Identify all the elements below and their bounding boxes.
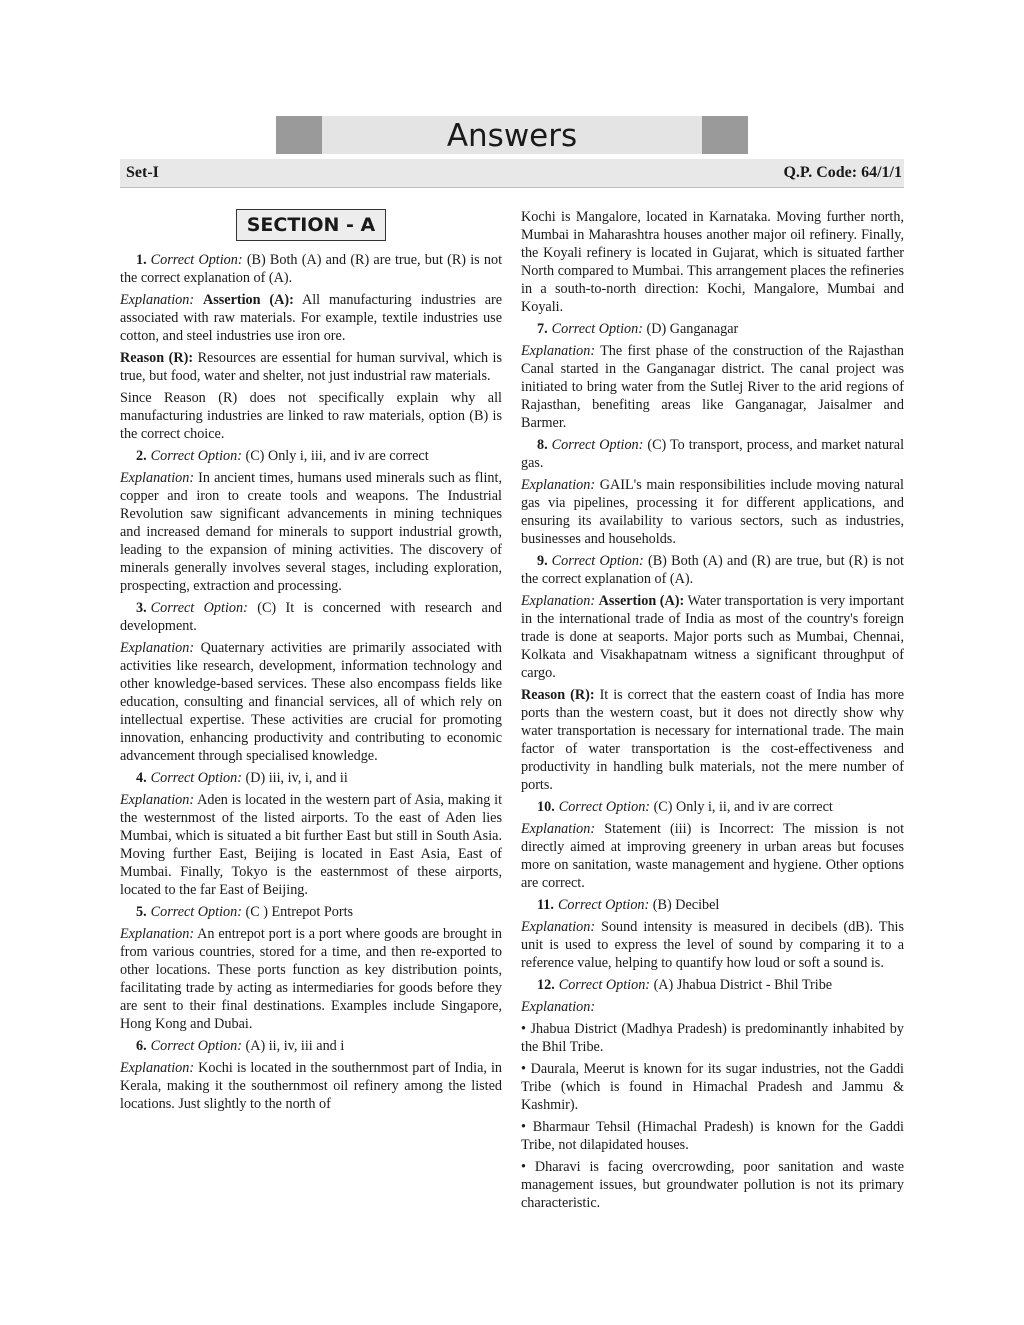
answer-7-explanation: Explanation: The first phase of the construction of the Rajasthan Canal started in the Ganganagar district. The canal project was initiated to bring water from the Sutlej River to the arid regions of Rajasthan, benefiting areas like Ganganagar, Jaisalmer and Barmer. [521, 343, 904, 431]
answer-12-bullet: • Bharmaur Tehsil (Himachal Pradesh) is known for the Gaddi Tribe, not dilapidated houses. [521, 1119, 904, 1153]
answer-9-reason: Reason (R): It is correct that the eastern coast of India has more ports than the western coast, but it does not directly show why water transportation is necessary for international trade. The main factor of water transportation is the cost-effectiveness and productivity in handling bulk materials, not the mere number of ports. [521, 687, 905, 793]
answer-4-option: 4. Correct Option: (D) iii, iv, i, and ii [136, 770, 348, 786]
set-bar [120, 159, 904, 188]
answer-6-option: 6. Correct Option: (A) ii, iv, iii and i [136, 1038, 345, 1054]
answer-6-explanation-part-1: Explanation: Kochi is located in the southernmost part of India, in Kerala, making it the southernmost oil refinery among the listed locations. Just slightly to the north of [120, 1060, 503, 1112]
answer-4-explanation: Explanation: Aden is located in the western part of Asia, making it the westernmost of the listed airports. To the east of Aden lies Mumbai, which is situated a bit further East but still in South Asia. Moving further East, Beijing is located in East Asia, East of Mumbai. Finally, Tokyo is the easternmost of these airports, located to the far East of Beijing. [120, 792, 503, 898]
answer-1-assertion: Explanation: Assertion (A): All manufacturing industries are associated with raw materials. For example, textile industries use cotton, and steel industries use iron ore. [120, 292, 503, 344]
answer-5-explanation: Explanation: An entrepot port is a port where goods are brought in from various countries, stored for a time, and then re-exported to other locations. These ports function as key distribution points, facilitating trade by acting as intermediaries for goods before they are sent to their final destinations. Examples include Singapore, Hong Kong and Dubai. [120, 926, 502, 1032]
answer-2-explanation: Explanation: In ancient times, humans used minerals such as flint, copper and iron to create tools and weapons. The Industrial Revolution saw significant advancements in mining techniques and increased demand for minerals to support industrial growth, leading to the expansion of mining activities. The discovery of minerals generally involves several stages, including exploration, prospecting, extraction and processing. [120, 470, 502, 594]
page-title: Answers [446, 118, 578, 154]
banner-right-block [702, 116, 748, 154]
answer-11-option: 11. Correct Option: (B) Decibel [537, 897, 720, 913]
answer-6-explanation-text: Kochi is located in the southernmost part of India, in Kerala, making it the southernmost oil refinery among the listed locations. Just slightly to the north of [120, 1060, 503, 1112]
answer-9-assertion: Explanation: Assertion (A): Water transportation is very important in the international trade of India as most of the country's foreign trade is done at seaports. Major ports such as Mumbai, Chennai, Kolkata and Visakhapatnam witness a significant throughput of cargo. [521, 593, 905, 681]
section-title: SECTION - A [236, 209, 386, 241]
banner-left-block [276, 116, 322, 154]
right-column [521, 208, 904, 1216]
answer-1-conclusion: Since Reason (R) does not specifically explain why all manufacturing industries are linked to raw materials, option (B) is the correct choice. [120, 390, 502, 442]
answer-9-option: 9. Correct Option: (B) Both (A) and (R) are true, but (R) is not the correct explanation of (A). [521, 553, 904, 587]
answer-2-option: 2. Correct Option: (C) Only i, iii, and iv are correct [136, 448, 429, 464]
answer-1-reason: Reason (R): Resources are essential for human survival, which is true, but food, water and shelter, not just industrial raw materials. [120, 350, 503, 384]
answer-12-option: 12. Correct Option: (A) Jhabua District - Bhil Tribe [537, 977, 833, 993]
answer-12-bullet: • Dharavi is facing overcrowding, poor sanitation and waste management issues, but groundwater pollution is not its primary characteristic. [521, 1159, 904, 1211]
answer-10-option: 10. Correct Option: (C) Only i, ii, and iv are correct [537, 799, 833, 815]
left-column [120, 207, 502, 1117]
answer-7-option: 7. Correct Option: (D) Ganganagar [537, 321, 739, 337]
qp-code: Q.P. Code: 64/1/1 [783, 164, 902, 181]
answer-5-option: 5. Correct Option: (C ) Entrepot Ports [136, 904, 354, 920]
answer-11-explanation: Explanation: Sound intensity is measured in decibels (dB). This unit is used to express the level of sound by comparing it to a reference value, helping to quantify how loud or soft a sound is. [521, 919, 905, 971]
answer-3-option: 3. Correct Option: (C) It is concerned with research and development. [120, 600, 503, 634]
answer-8-explanation: Explanation: GAIL's main responsibilities include moving natural gas via pipelines, processing it for different applications, and ensuring its availability to various sectors, such as industries, businesses and households. [521, 477, 904, 547]
answer-1-option: 1. Correct Option: (B) Both (A) and (R) are true, but (R) is not the correct explanation of (A). [120, 252, 503, 286]
answer-10-explanation: Explanation: Statement (iii) is Incorrect: The mission is not directly aimed at improving greenery in urban areas but focuses more on sanitation, waste management and hygiene. Other options are correct. [521, 821, 905, 891]
answer-12-bullet: • Daurala, Meerut is known for its sugar industries, not the Gaddi Tribe (which is found in Himachal Pradesh and Jammu & Kashmir). [521, 1061, 904, 1113]
set-label: Set-I [126, 164, 159, 181]
answer-12-bullet: • Jhabua District (Madhya Pradesh) is predominantly inhabited by the Bhil Tribe. [521, 1021, 904, 1055]
answers-banner [276, 116, 748, 154]
answer-8-option: 8. Correct Option: (C) To transport, process, and market natural gas. [521, 437, 905, 471]
answer-3-explanation: Explanation: Quaternary activities are primarily associated with activities like research, development, information technology and other knowledge-based services. These also encompass fields like education, consulting and financial services, all of which rely on intellectual expertise. These activities are crucial for promoting innovation, enhancing productivity and contributing to economic advancement through specialised knowledge. [120, 640, 502, 764]
answer-12-explanation-label: Explanation: [521, 999, 596, 1015]
answer-6-explanation-part-2: Kochi is Mangalore, located in Karnataka. Moving further north, Mumbai in Maharashtra houses another major oil refinery. Finally, the Koyali refinery is located in Gujarat, which is situated farther North compared to Mumbai. This arrangement places the refineries in a south-to-north direction: Kochi, Mangalore, Mumbai and Koyali. [521, 209, 904, 315]
